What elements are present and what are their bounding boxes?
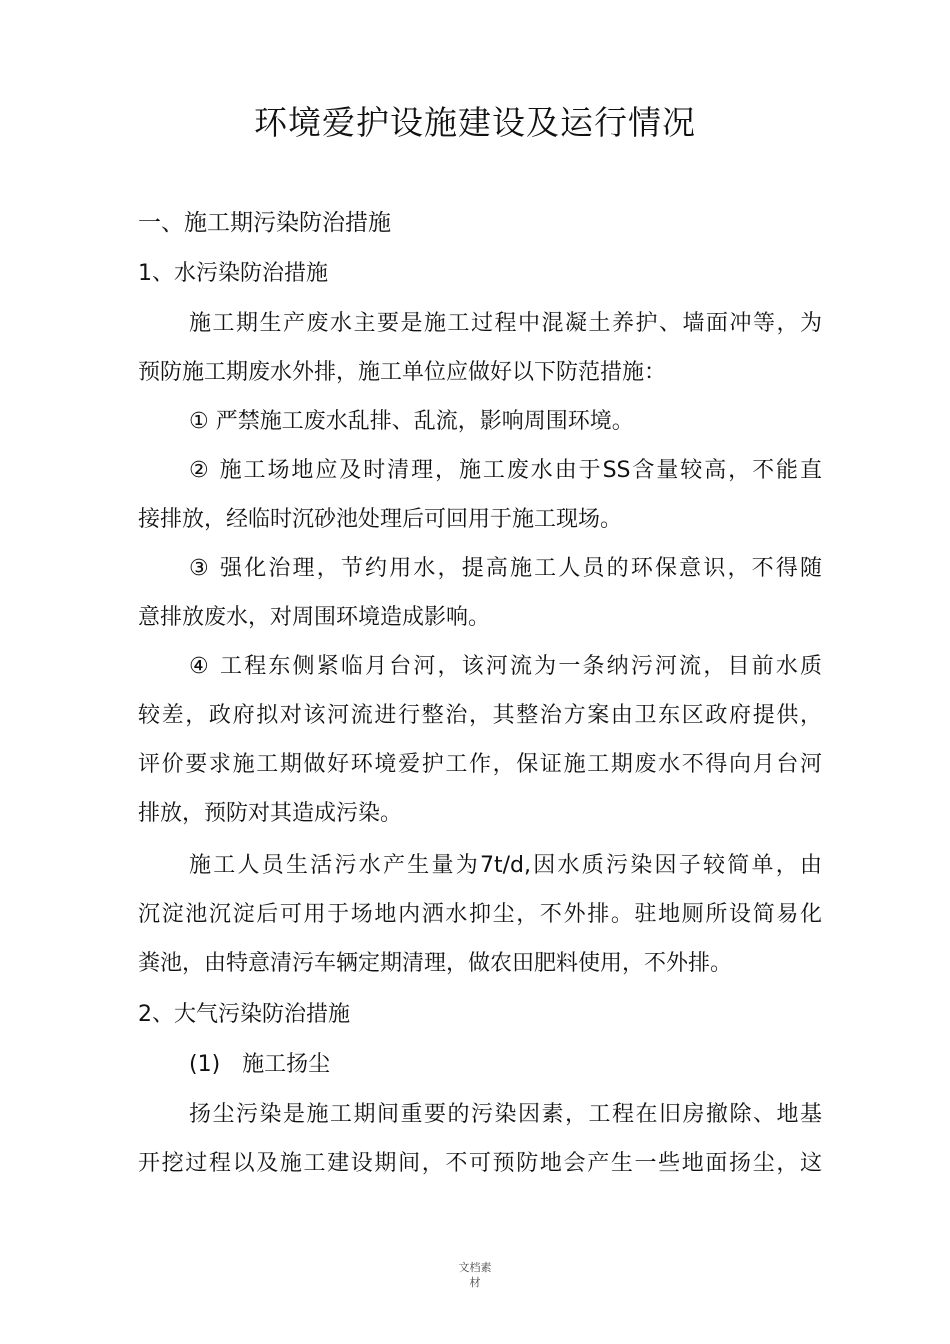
paragraph-line: 扬尘污染是施工期间重要的污染因素，工程在旧房撤除、地基 (189, 1102, 822, 1127)
paragraph-line: 粪池，由特意清污车辆定期清理，做农田肥料使用，不外排。 (138, 951, 733, 976)
paragraph-line: 施工人员生活污水产生量为7t/d,因水质污染因子较简单，由 (189, 853, 822, 878)
list-item-continuation: 意排放废水，对周围环境造成影响。 (138, 605, 491, 630)
paragraph-line: 开挖过程以及施工建设期间，不可预防地会产生一些地面扬尘，这 (138, 1151, 822, 1176)
subsection-heading: 2、大气污染防治措施 (138, 1002, 350, 1027)
paragraph-line: 施工期生产废水主要是施工过程中混凝土养护、墙面冲等，为 (189, 311, 822, 336)
paragraph-line: 预防施工期废水外排，施工单位应做好以下防范措施： (138, 360, 667, 385)
list-item: ② 施工场地应及时清理，施工废水由于SS含量较高，不能直 (189, 458, 822, 483)
footer-line: 材 (469, 1276, 481, 1289)
paragraph-line: 沉淀池沉淀后可用于场地内洒水抑尘，不外排。驻地厕所设简易化 (138, 902, 822, 927)
list-item: ① 严禁施工废水乱排、乱流，影响周围环境。 (189, 409, 634, 434)
list-item-continuation: 接排放，经临时沉砂池处理后可回用于施工现场。 (138, 507, 623, 532)
list-item-continuation: 评价要求施工期做好环境爱护工作，保证施工期废水不得向月台河 (138, 752, 822, 777)
page-footer (0, 1260, 950, 1290)
footer-line: 文档素 (458, 1261, 492, 1274)
subsection-heading: 1、水污染防治措施 (138, 261, 328, 286)
section-heading: 一、施工期污染防治措施 (138, 210, 391, 236)
list-item: ③ 强化治理，节约用水，提高施工人员的环保意识，不得随 (189, 556, 822, 581)
list-item-continuation: 较差，政府拟对该河流进行整治，其整治方案由卫东区政府提供， (138, 703, 822, 728)
sub-subsection-heading: (1) 施工扬尘 (189, 1052, 331, 1077)
document-title: 环境爱护设施建设及运行情况 (254, 103, 696, 142)
list-item: ④ 工程东侧紧临月台河，该河流为一条纳污河流，目前水质 (189, 654, 822, 679)
list-item-continuation: 排放，预防对其造成污染。 (138, 801, 403, 826)
